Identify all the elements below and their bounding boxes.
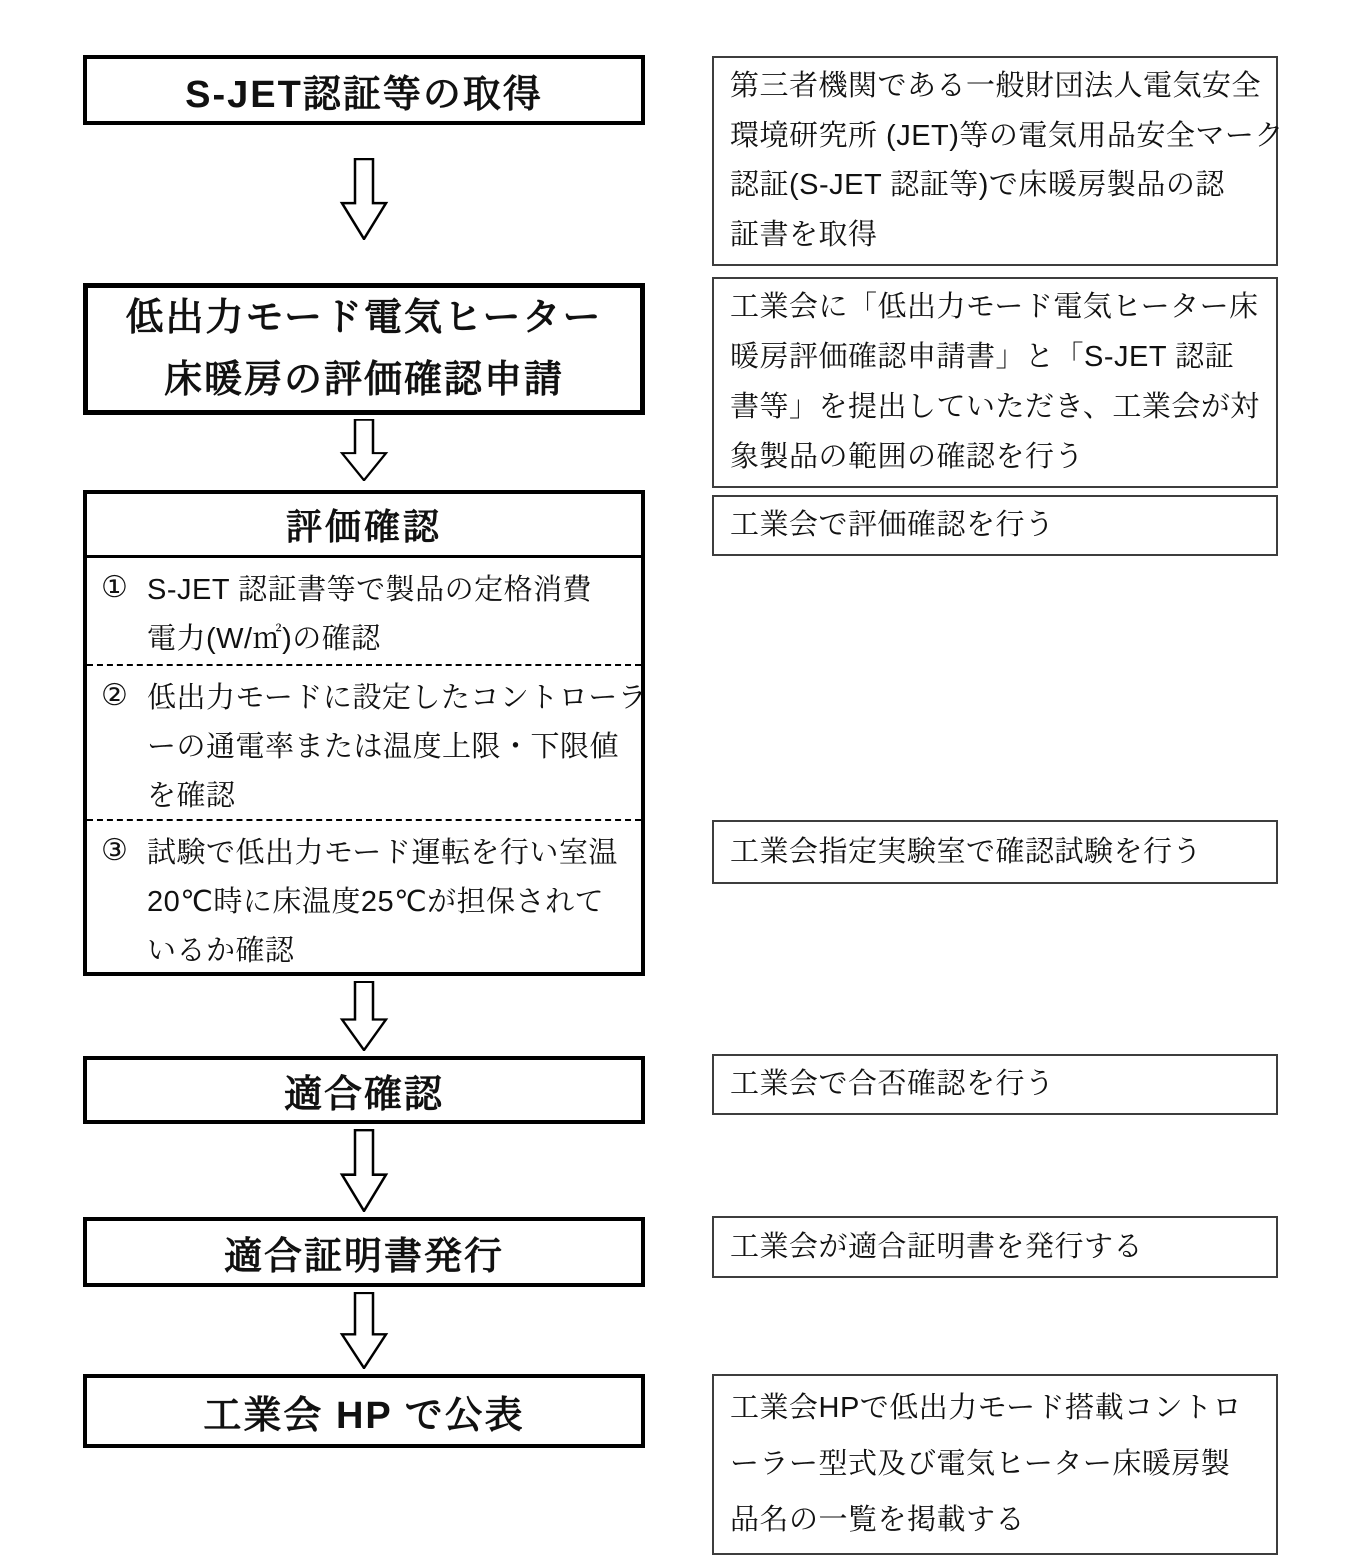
check-item-text [147,563,633,661]
down-arrow-2 [336,419,392,481]
flow-step-conformity-check [83,1056,645,1124]
check-line: 低出力モードに設定したコントローラ [147,682,648,714]
flow-step-label-line1: 低出力モード電気ヒーター [125,297,603,339]
note-line: 認証(S-JET 認証等)で床暖房製品の認 [730,169,1225,202]
flow-step-certificate-issue [83,1217,645,1287]
evaluation-check-item-3 [87,819,641,971]
check-line: いるか確認 [147,935,295,967]
note-hp-publication [712,1374,1278,1555]
note-line: 工業会で評価確認を行う [730,509,1055,542]
note-line: 工業会HPで低出力モード搭載コントロ [730,1391,1243,1424]
note-sjet-acquisition [712,56,1284,266]
note-line: 書等」を提出していただき、工業会が対 [730,390,1260,423]
circled-3-marker: ③ [101,834,128,867]
note-line: 暖房評価確認申請書」と「S-JET 認証 [730,341,1235,374]
note-line: 象製品の範囲の確認を行う [730,440,1085,473]
note-line: 工業会指定実験室で確認試験を行う [730,835,1203,868]
check-line: ーの通電率または温度上限・下限値 [147,731,620,763]
flow-step-label: 適合確認 [283,1073,444,1116]
check-line: 試験で低出力モード運転を行い室温 [147,837,618,869]
evaluation-check-item-1 [87,558,641,664]
flow-step-evaluation-check [83,490,648,976]
circled-2-marker: ② [101,679,128,712]
check-line: S-JET 認証書等で製品の定格消費 [147,574,593,606]
note-line: 証書を取得 [730,218,878,251]
note-line: 工業会が適合証明書を発行する [730,1230,1144,1263]
note-line: 環境研究所 (JET)等の電気用品安全マーク [730,119,1284,152]
note-evaluation-application [712,277,1278,488]
check-line: 電力(W/㎡)の確認 [147,623,381,655]
flow-step-sjet-acquisition [83,55,645,125]
note-line: 工業会に「低出力モード電気ヒーター床 [730,291,1259,324]
evaluation-check-item-2 [87,664,648,819]
check-item-text [147,826,633,973]
flow-step-evaluation-application [83,283,645,415]
flow-step-label: 工業会 HP で公表 [203,1394,525,1437]
note-line: ーラー型式及び電気ヒーター床暖房製 [730,1448,1231,1481]
note-pass-fail-check [712,1054,1278,1115]
note-evaluation-check [712,495,1278,556]
note-certificate-issue [712,1216,1278,1278]
check-line: 20℃時に床温度25℃が担保されて [147,886,605,918]
down-arrow-3 [336,981,392,1051]
down-arrow-1 [336,158,392,240]
check-line: を確認 [147,780,236,812]
check-item-text [147,671,647,818]
flow-step-label: 適合証明書発行 [223,1235,504,1278]
flow-step-label: S-JET認証等の取得 [185,73,543,116]
down-arrow-4 [336,1129,392,1212]
circled-1-marker: ① [101,571,128,604]
note-lab-test [712,820,1278,884]
flow-step-label-line2: 床暖房の評価確認申請 [163,359,564,401]
down-arrow-5 [336,1292,392,1369]
note-line: 品名の一覧を掲載する [730,1504,1026,1537]
note-line: 第三者機関である一般財団法人電気安全 [730,70,1262,103]
flow-step-hp-publication [83,1374,645,1448]
evaluation-box-title: 評価確認 [87,494,641,558]
note-line: 工業会で合否確認を行う [730,1068,1055,1101]
